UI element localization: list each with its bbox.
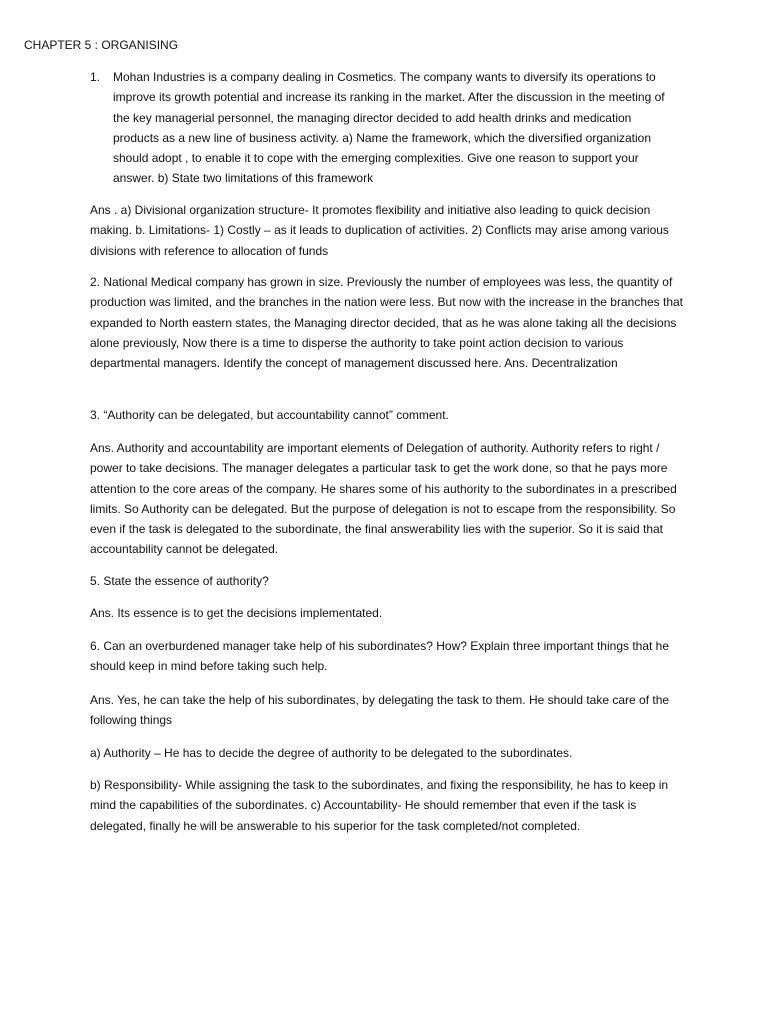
question-6: 6. Can an overburdened manager take help of his subordinates? How? Explain three important things that he should keep in mind before taking such help. xyxy=(90,639,670,674)
question-1 xyxy=(90,67,680,189)
question-1-number: 1. xyxy=(90,70,101,84)
question-2: 2. National Medical company has grown in size. Previously the number of employees was less, the quantity of production was limited, and the branches in the nation were less. But now with the increase in the branches that expanded to North eastern states, the Managing director decided, that as he was alone taking all the decisions alone previously, Now there is a time to disperse the authority to take point action decision to various departmental managers. Identify the concept of management discussed here. Ans. Decentralization xyxy=(90,275,684,371)
question-3: 3. “Authority can be delegated, but accountability cannot” comment. xyxy=(90,408,449,422)
answer-1: Ans . a) Divisional organization structure- It promotes flexibility and initiative also leading to quick decision making. b. Limitations- 1) Costly – as it leads to duplication of activities. 2) Conflicts may arise among various divisions with reference to allocation of funds xyxy=(90,203,669,258)
chapter-title: CHAPTER 5 : ORGANISING xyxy=(24,38,179,52)
answer-6-point-a: a) Authority – He has to decide the degree of authority to be delegated to the subordinates. xyxy=(90,746,573,760)
answer-6: Ans. Yes, he can take the help of his subordinates, by delegating the task to them. He should take care of the following things xyxy=(90,693,670,728)
answer-5: Ans. Its essence is to get the decisions implementated. xyxy=(90,606,383,620)
question-5: 5. State the essence of authority? xyxy=(90,574,269,588)
question-1-text: Mohan Industries is a company dealing in Cosmetics. The company wants to diversify its operations to improve its growth potential and increase its ranking in the market. After the discussion in the meeting of the key managerial personnel, the managing director decided to add health drinks and medication products as a new line of business activity. a) Name the framework, which the diversified organization should adopt , to enable it to cope with the emerging complexities. Give one reason to support your answer. b) State two limitations of this framework xyxy=(113,70,665,186)
answer-6-point-b: b) Responsibility- While assigning the task to the subordinates, and fixing the responsibility, he has to keep in mind the capabilities of the subordinates. c) Accountability- He should remember that even if the task is delegated, finally he will be answerable to his superior for the task completed/not completed. xyxy=(90,778,669,833)
answer-3: Ans. Authority and accountability are important elements of Delegation of authority. Authority refers to right / power to take decisions. The manager delegates a particular task to get the work done, so that he pays more attention to the core areas of the company. He shares some of his authority to the subordinates in a prescribed limits. So Authority can be delegated. But the purpose of delegation is not to escape from the responsibility. So even if the task is delegated to the subordinate, the final answerability lies with the superior. So it is said that accountability cannot be delegated. xyxy=(90,441,677,557)
